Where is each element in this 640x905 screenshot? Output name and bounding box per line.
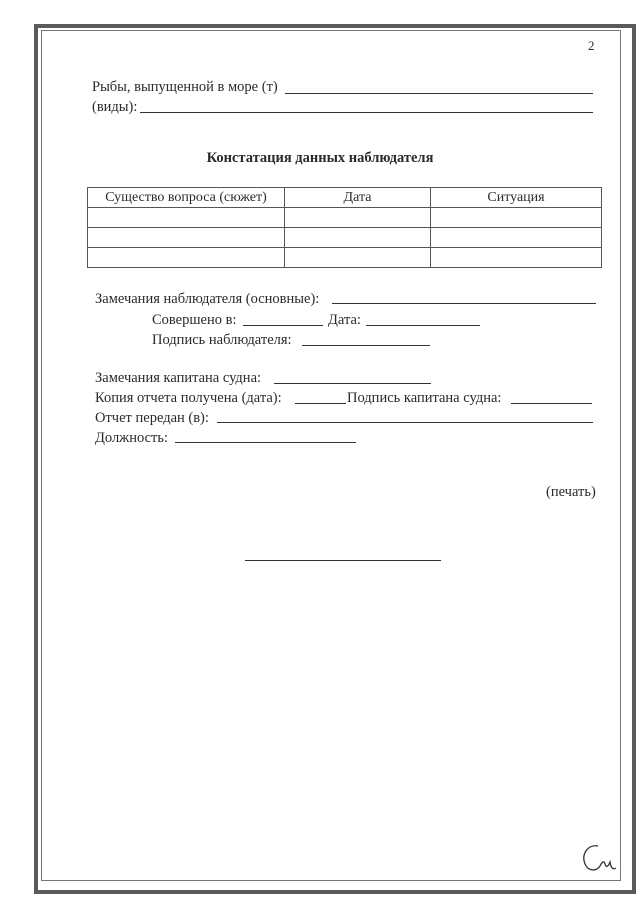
copy-received-label: Копия отчета получена (дата): (95, 390, 282, 406)
table-cell[interactable] (88, 248, 285, 268)
table-cell[interactable] (431, 228, 602, 248)
report-handed-field[interactable] (217, 422, 593, 423)
captain-signature-field[interactable] (511, 403, 592, 404)
signature-line[interactable] (245, 560, 441, 561)
table-row (88, 208, 602, 228)
date-field[interactable] (366, 325, 480, 326)
table-cell[interactable] (285, 228, 431, 248)
handwritten-initials (578, 840, 618, 878)
table-row (88, 228, 602, 248)
observer-signature-field[interactable] (302, 345, 430, 346)
page-number: 2 (588, 38, 595, 53)
species-label: (виды): (92, 99, 138, 115)
table-cell[interactable] (285, 208, 431, 228)
species-field[interactable] (140, 112, 593, 113)
section-title: Констатация данных наблюдателя (206, 150, 434, 166)
captain-remarks-field[interactable] (274, 383, 431, 384)
report-handed-label: Отчет передан (в): (95, 410, 209, 426)
table-cell[interactable] (285, 248, 431, 268)
column-header-subject: Существо вопроса (сюжет) (88, 188, 285, 208)
position-field[interactable] (175, 442, 356, 443)
observer-data-table (87, 187, 602, 268)
seal-label: (печать) (546, 484, 596, 500)
fish-released-label: Рыбы, выпущенной в море (т) (92, 79, 278, 95)
observer-remarks-label: Замечания наблюдателя (основные): (95, 291, 320, 307)
done-at-field[interactable] (243, 325, 323, 326)
column-header-situation: Ситуация (431, 188, 602, 208)
table-cell[interactable] (88, 228, 285, 248)
observer-signature-label: Подпись наблюдателя: (152, 332, 292, 348)
table-header-row (88, 188, 602, 208)
column-header-date: Дата (285, 188, 431, 208)
captain-remarks-label: Замечания капитана судна: (95, 370, 262, 386)
copy-received-date-field[interactable] (295, 403, 346, 404)
date-label: Дата: (328, 312, 361, 328)
table-cell[interactable] (431, 208, 602, 228)
done-at-label: Совершено в: (152, 312, 237, 328)
observer-remarks-field[interactable] (332, 303, 596, 304)
table-cell[interactable] (431, 248, 602, 268)
table-row (88, 248, 602, 268)
captain-signature-label: Подпись капитана судна: (347, 390, 502, 406)
position-label: Должность: (95, 430, 168, 446)
fish-released-field[interactable] (285, 93, 593, 94)
table-cell[interactable] (88, 208, 285, 228)
